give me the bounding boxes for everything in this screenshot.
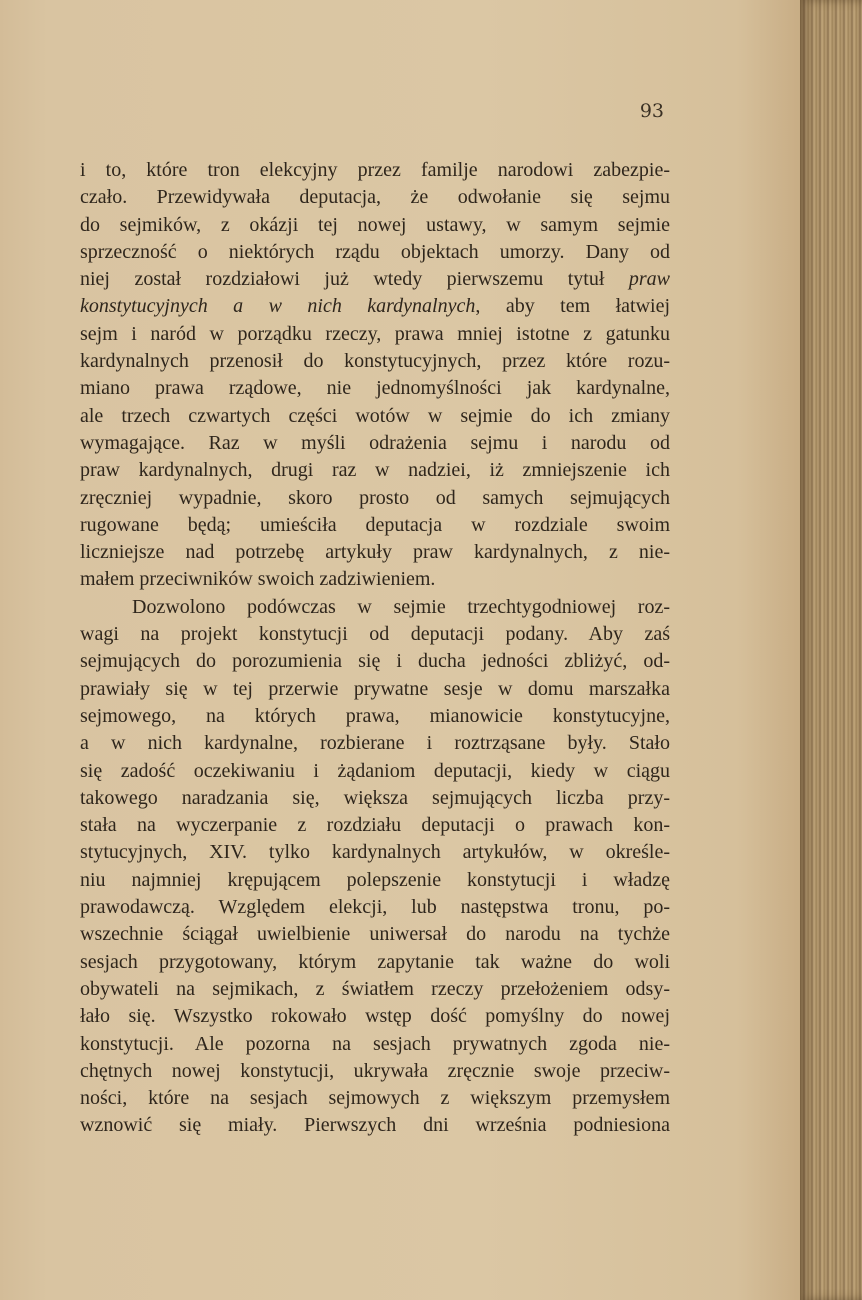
- text-line: chętnych nowej konstytucji, ukrywała zręcznie swoje przeciw-: [80, 1059, 670, 1082]
- text-line: małem przeciwników swoich zadziwieniem.: [80, 568, 436, 591]
- text-line: się zadość oczekiwaniu i żądaniom deputacji, kiedy w ciągu: [80, 759, 670, 782]
- paragraph-1: [80, 157, 670, 594]
- text-line: wymagające. Raz w myśli odrażenia sejmu i narodu od: [80, 431, 670, 454]
- text-line: sejmowego, na których prawa, mianowicie konstytucyjne,: [80, 704, 670, 727]
- text-line: sprzeczność o niektórych rządu objektach umorzy. Dany od: [80, 240, 670, 263]
- text-line: obywateli na sejmikach, z światłem rzeczy przełożeniem odsy-: [80, 977, 670, 1000]
- text-line: a w nich kardynalne, rozbierane i roztrząsane były. Stało: [80, 732, 670, 755]
- body-text: [80, 157, 670, 1140]
- text-line: konstytucyjnych a w nich kardynalnych, aby tem łatwiej: [80, 295, 670, 318]
- text-line: czało. Przewidywała deputacja, że odwołanie się sejmu: [80, 186, 670, 209]
- text-line: ności, które na sesjach sejmowych z większym przemysłem: [80, 1087, 670, 1110]
- text-line: konstytucji. Ale pozorna na sesjach prywatnych zgoda nie-: [80, 1032, 670, 1055]
- text-line: takowego naradzania się, większa sejmujących liczba przy-: [80, 786, 670, 809]
- text-line: stała na wyczerpanie z rozdziału deputacji o prawach kon-: [80, 814, 670, 837]
- text-line: ale trzech czwartych części wotów w sejmie do ich zmiany: [80, 404, 670, 427]
- text-line: stytucyjnych, XIV. tylko kardynalnych artykułów, w określe-: [80, 841, 670, 864]
- text-line: liczniejsze nad potrzebę artykuły praw kardynalnych, z nie-: [80, 541, 670, 564]
- text-line: i to, które tron elekcyjny przez familje narodowi zabezpie-: [80, 159, 670, 181]
- text-line: rugowane będą; umieściła deputacja w rozdziale swoim: [80, 513, 670, 536]
- text-line: prawiały się w tej przerwie prywatne sesje w domu marszałka: [80, 677, 670, 700]
- text-line: sejm i naród w porządku rzeczy, prawa mniej istotne z gatunku: [80, 322, 670, 345]
- text-line: kardynalnych przenosił do konstytucyjnych, przez które rozu-: [80, 350, 670, 373]
- italic-text: konstytucyjnych a w nich kardynalnych: [80, 295, 476, 318]
- italic-text: praw: [628, 268, 671, 291]
- text-line: wszechnie ściągał uwielbienie uniwersał do narodu na tychże: [80, 923, 670, 946]
- book-page-edge: [800, 0, 862, 1300]
- text-line: zręczniej wypadnie, skoro prosto od samych sejmujących: [80, 486, 670, 509]
- text-line: praw kardynalnych, drugi raz w nadziei, iż zmniejszenie ich: [80, 459, 670, 482]
- text-line: do sejmików, z okázji tej nowej ustawy, w samym sejmie: [80, 213, 670, 236]
- page-number: 93: [639, 100, 664, 122]
- text-line: sejmujących do porozumienia się i ducha jedności zbliżyć, od-: [80, 650, 670, 673]
- paragraph-2: [80, 594, 670, 1140]
- text-line: niu najmniej krępującem polepszenie konstytucji i władzę: [80, 868, 670, 891]
- text-line: niej został rozdziałowi już wtedy pierwszemu tytuł praw: [80, 268, 671, 291]
- text-line: miano prawa rządowe, nie jednomyślności jak kardynalne,: [80, 377, 670, 400]
- text-line: prawodawczą. Względem elekcji, lub następstwa tronu, po-: [80, 896, 670, 919]
- text-line: Dozwolono podówczas w sejmie trzechtygodniowej roz-: [132, 595, 670, 618]
- text-line: wznowić się miały. Pierwszych dni września podniesiona: [80, 1114, 670, 1137]
- text-line: sesjach przygotowany, którym zapytanie tak ważne do woli: [80, 950, 670, 973]
- text-line: łało się. Wszystko rokowało wstęp dość pomyślny do nowej: [80, 1005, 670, 1028]
- text-line: wagi na projekt konstytucji od deputacji podany. Aby zaś: [80, 623, 670, 646]
